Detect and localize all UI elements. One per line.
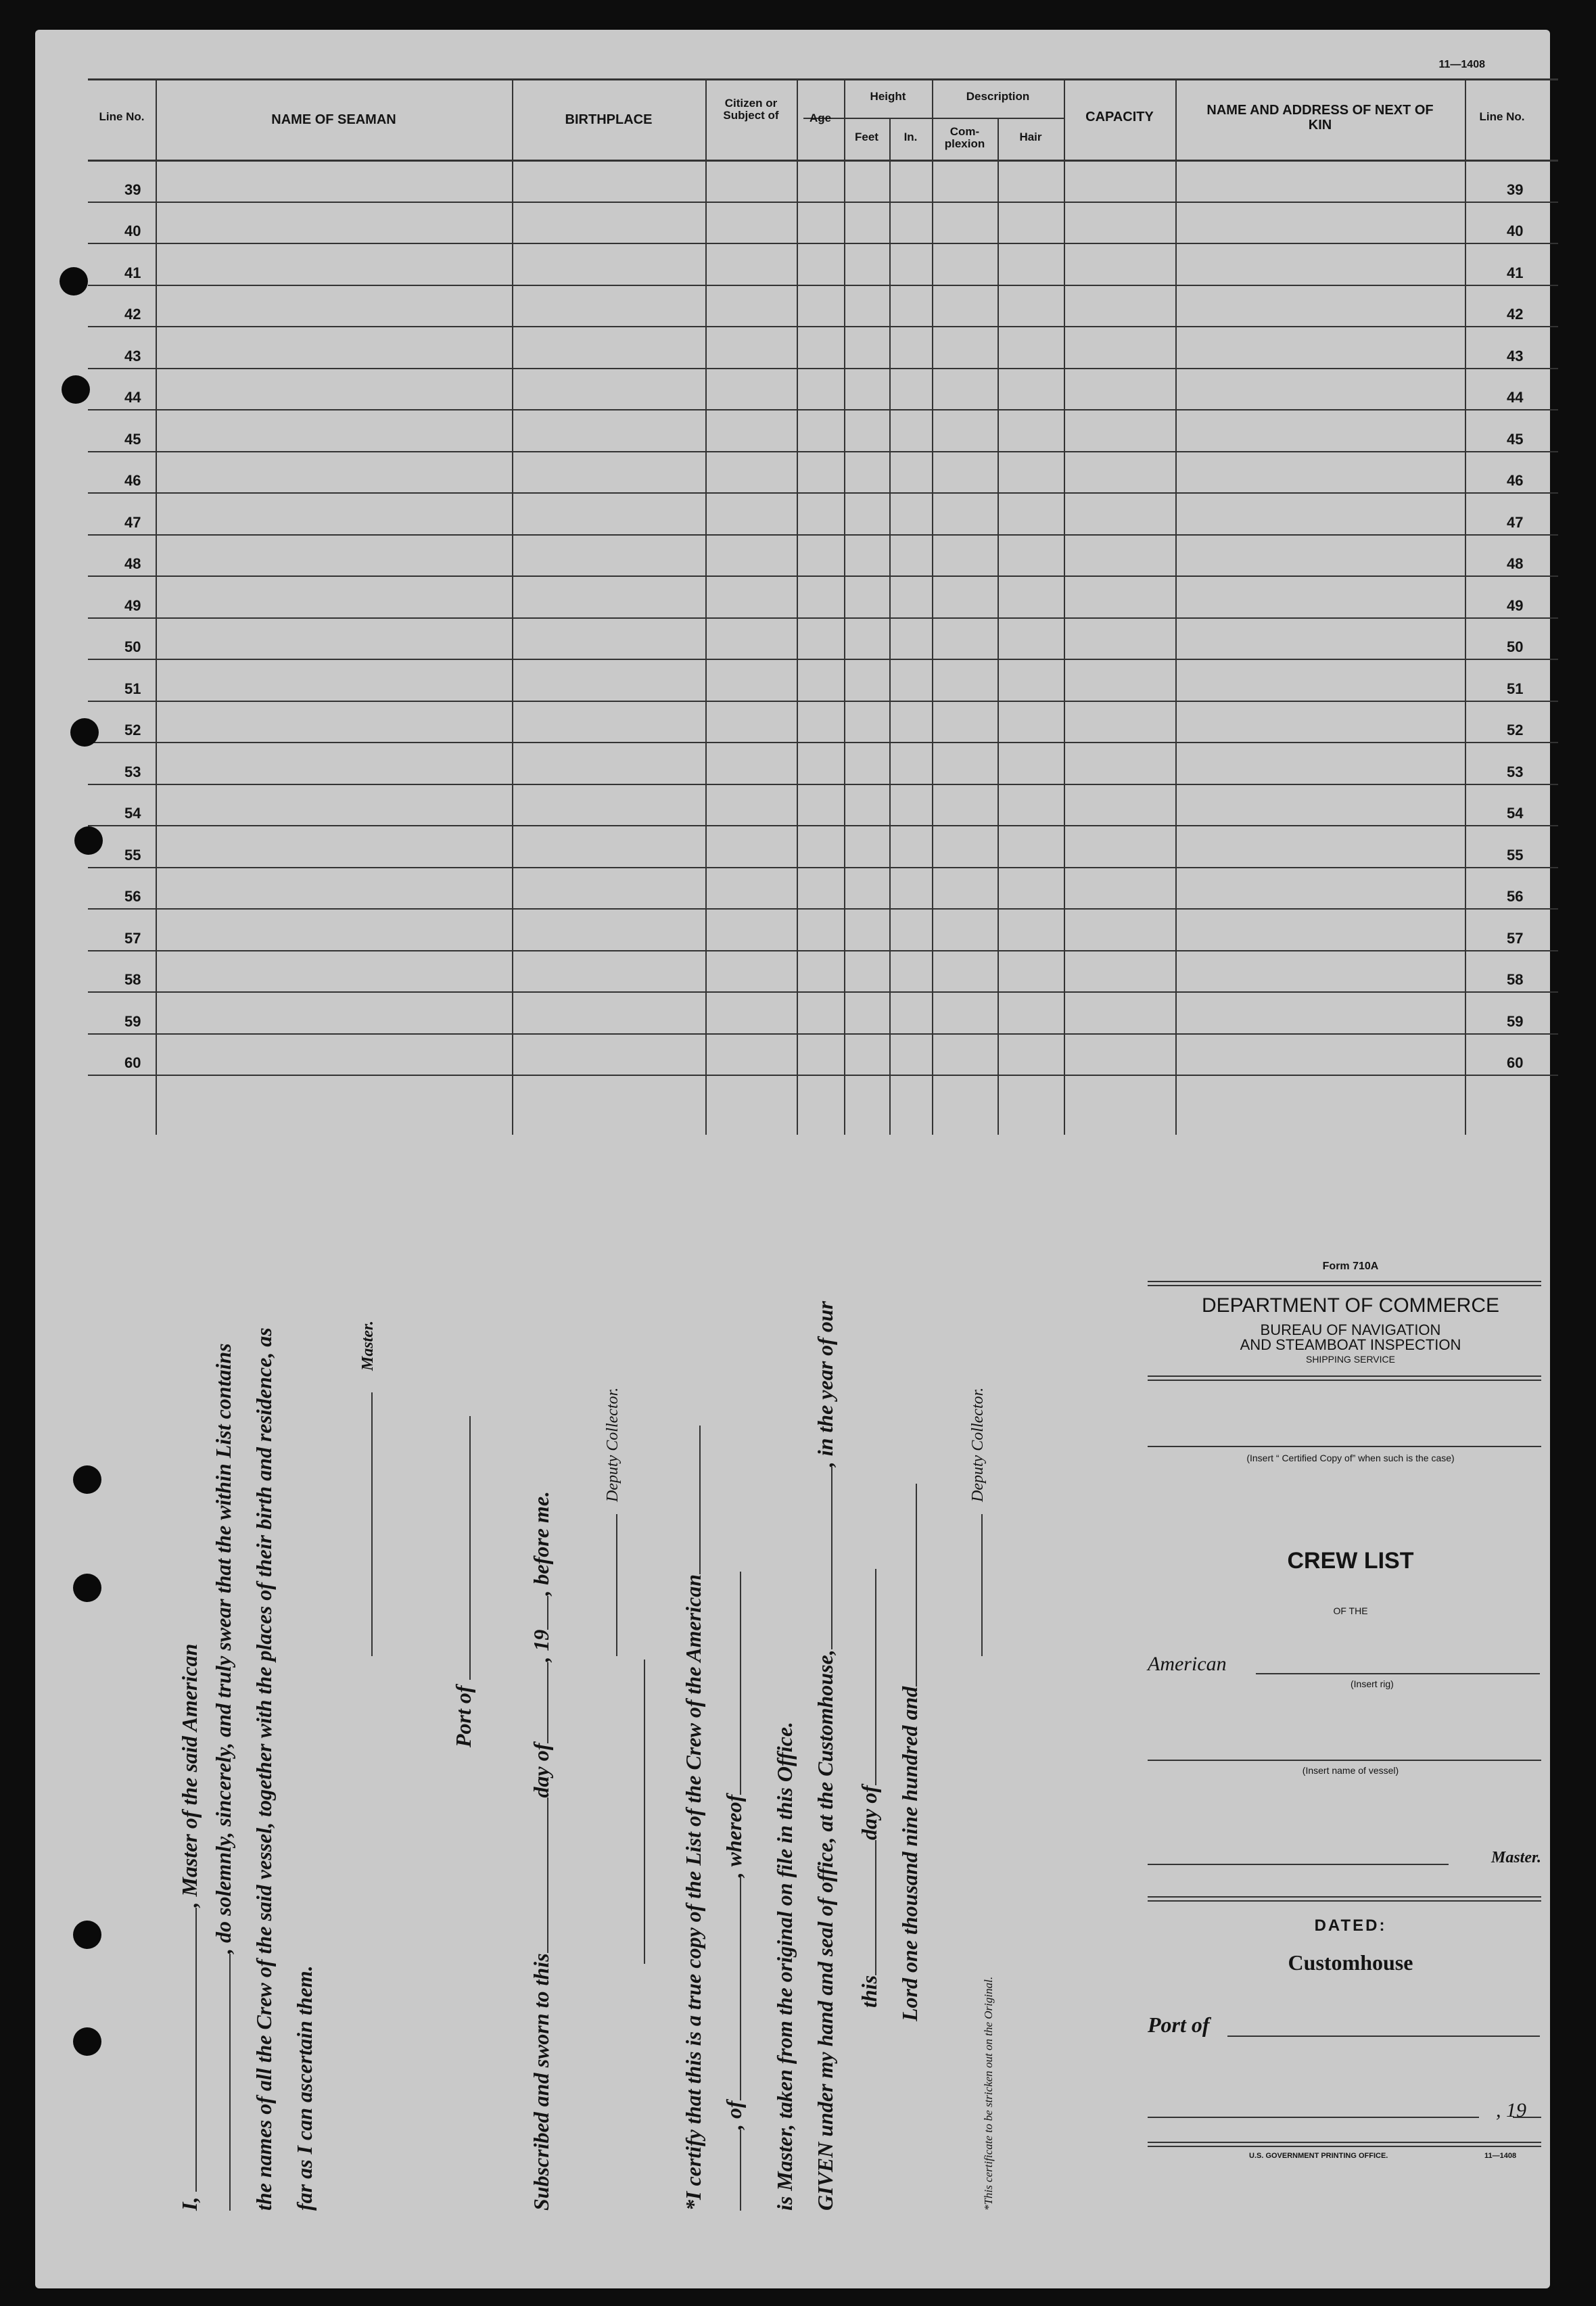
row-rule [88,409,1558,410]
crew-list-sheet [35,30,1550,2288]
given-line: GIVEN under my hand and seal of office, at the Customhouse,, in the year of our [813,1300,837,2211]
row-rule [88,867,1558,868]
is-master-line: is Master, taken from the original on file in this Office. [772,1721,797,2211]
row-rule [88,326,1558,327]
crew-list-title: CREW LIST [1287,1548,1414,1574]
certify-line-2: , of, whereof [722,1572,747,2211]
certify-line: *I certify that this is a true copy of the List of the Crew of the American [681,1426,706,2211]
line-number-left: 47 [124,513,141,531]
line-number-left: 54 [124,805,141,822]
shipping-service: SHIPPING SERVICE [1305,1354,1395,1365]
binder-hole [73,1574,101,1602]
row-rule [88,202,1558,203]
row-rule [88,243,1558,244]
line-number-right: 47 [1507,513,1524,531]
header-capacity: CAPACITY [1085,110,1154,124]
row-rule [88,825,1558,826]
master-signature-line: Master. [353,1321,378,1656]
affidavit-line-3: the names of all the Crew of the said vessel, together with the places of their birth and residence, as [252,1327,276,2211]
binder-hole [73,1465,101,1494]
line-number-right: 53 [1507,763,1524,780]
header-complexion: Com-plexion [944,125,985,150]
row-rule [88,368,1558,369]
row-rule [88,575,1558,577]
line-number-right: 44 [1507,389,1524,406]
printing-code: 11—1408 [1484,2152,1517,2160]
binder-hole [60,267,88,296]
affidavit-line-1: I, , Master of the said American [177,1643,202,2211]
line-number-left: 57 [124,929,141,947]
of-the-label: OF THE [1333,1605,1368,1616]
row-rule [88,617,1558,619]
line-number-left: 55 [124,846,141,864]
line-number-right: 45 [1507,430,1524,448]
insert-certified-note: (Insert “ Certified Copy of” when such is the case) [1246,1453,1455,1463]
line-number-right: 40 [1507,222,1524,239]
binder-hole [73,1921,101,1949]
crew-list-cover [1148,1261,1553,2160]
line-number-left: 52 [124,722,141,738]
department-title: DEPARTMENT OF COMMERCE [1201,1294,1500,1317]
row-rule [88,492,1558,494]
line-number-right: 59 [1507,1012,1524,1030]
insert-vessel-note: (Insert name of vessel) [1302,1765,1399,1776]
port-of-line: Port of [451,1416,476,1747]
line-number-right: 57 [1507,929,1524,947]
deputy-collector-line-1: Deputy Collector. [600,1388,622,1656]
header-name-of-seaman: NAME OF SEAMAN [271,112,396,127]
line-number-right: 48 [1507,555,1524,572]
line-number-right: 50 [1507,638,1524,655]
line-number-left: 49 [124,596,141,614]
line-number-right: 46 [1507,472,1524,489]
line-number-left: 48 [124,555,141,572]
header-height: Height [870,90,906,103]
line-number-left: 45 [124,430,141,448]
binder-hole [62,375,90,404]
lord-line: Lord one thousand nine hundred and [897,1484,922,2021]
line-number-left: 43 [124,347,141,364]
line-number-right: 49 [1507,596,1524,614]
line-number-right: 56 [1507,888,1524,905]
line-number-right: 55 [1507,846,1524,864]
row-rule [88,991,1558,993]
binder-hole [70,718,99,747]
affidavit-line-2: , do solemnly, sincerely, and truly swear that the within List contains [211,1343,236,2211]
header-next-of-kin: NAME AND ADDRESS OF NEXT OF KIN [1206,103,1434,133]
header-description: Description [966,90,1030,103]
bureau-line-1: BUREAU OF NAVIGATION [1260,1321,1441,1338]
subscribed-sworn-line: Subscribed and sworn to thisday of, 19, before me. [529,1490,553,2211]
header-age: Age [809,112,832,124]
row-rule [88,285,1558,286]
line-number-left: 41 [124,264,141,281]
row-rule [88,451,1558,452]
american-label: American [1148,1653,1227,1675]
header-birthplace: BIRTHPLACE [565,112,653,127]
cover-master-label: Master. [1491,1849,1541,1866]
line-number-left: 59 [124,1012,141,1030]
form-number: Form 710A [1322,1261,1379,1272]
dated-label: DATED: [1314,1916,1387,1935]
printing-office: U.S. GOVERNMENT PRINTING OFFICE. [1249,2152,1388,2160]
line-number-right: 58 [1507,971,1524,988]
line-number-left: 42 [124,306,141,323]
form-code: 11—1408 [1438,59,1485,70]
line-number-left: 60 [124,1054,141,1071]
crew-ledger-table [88,78,1558,1135]
binder-hole [74,826,103,855]
header-feet: Feet [855,131,878,143]
line-number-left: 46 [124,472,141,489]
line-number-left: 39 [124,181,141,198]
line-number-right: 43 [1507,347,1524,364]
line-number-left: 56 [124,888,141,905]
header-citizen: Citizen or Subject of [723,97,779,122]
row-rule [88,701,1558,702]
header-line-no-right: Line No. [1479,110,1525,123]
header-hair: Hair [1019,131,1042,143]
row-rule [88,659,1558,660]
row-rule [88,742,1558,743]
line-number-left: 58 [124,971,141,988]
this-day-line: thisday of [857,1569,882,2008]
affidavit-line-4: far as I can ascertain them. [292,1965,316,2211]
master-affidavit [177,1237,1029,2217]
row-rule [88,908,1558,910]
row-rule [88,1075,1558,1076]
cover-port-of-label: Port of [1148,2013,1210,2037]
line-number-left: 50 [124,638,141,655]
line-number-right: 51 [1507,680,1524,697]
row-rule [88,950,1558,951]
bureau-line-2: AND STEAMBOAT INSPECTION [1240,1336,1461,1353]
header-inches: In. [903,131,918,143]
row-rule [88,534,1558,536]
line-number-right: 52 [1507,722,1524,738]
binder-hole [73,2027,101,2056]
line-number-right: 39 [1507,181,1524,198]
line-number-right: 60 [1507,1054,1524,1071]
customhouse-label: Customhouse [1288,1950,1413,1975]
line-number-left: 51 [124,680,141,697]
line-number-left: 40 [124,222,141,239]
deputy-collector-line-2: Deputy Collector. [965,1388,987,1656]
row-rule [88,1033,1558,1035]
row-rule [88,784,1558,785]
header-line-no: Line No. [99,110,145,123]
line-number-right: 41 [1507,264,1524,281]
certificate-footnote: *This certificate to be stricken out on the Original. [982,1976,995,2211]
line-number-right: 54 [1507,805,1524,822]
line-number-left: 44 [124,389,141,406]
line-number-right: 42 [1507,306,1524,323]
year-label: , 19 [1496,2099,1526,2121]
insert-rig-note: (Insert rig) [1351,1678,1394,1689]
line-number-left: 53 [124,763,141,780]
